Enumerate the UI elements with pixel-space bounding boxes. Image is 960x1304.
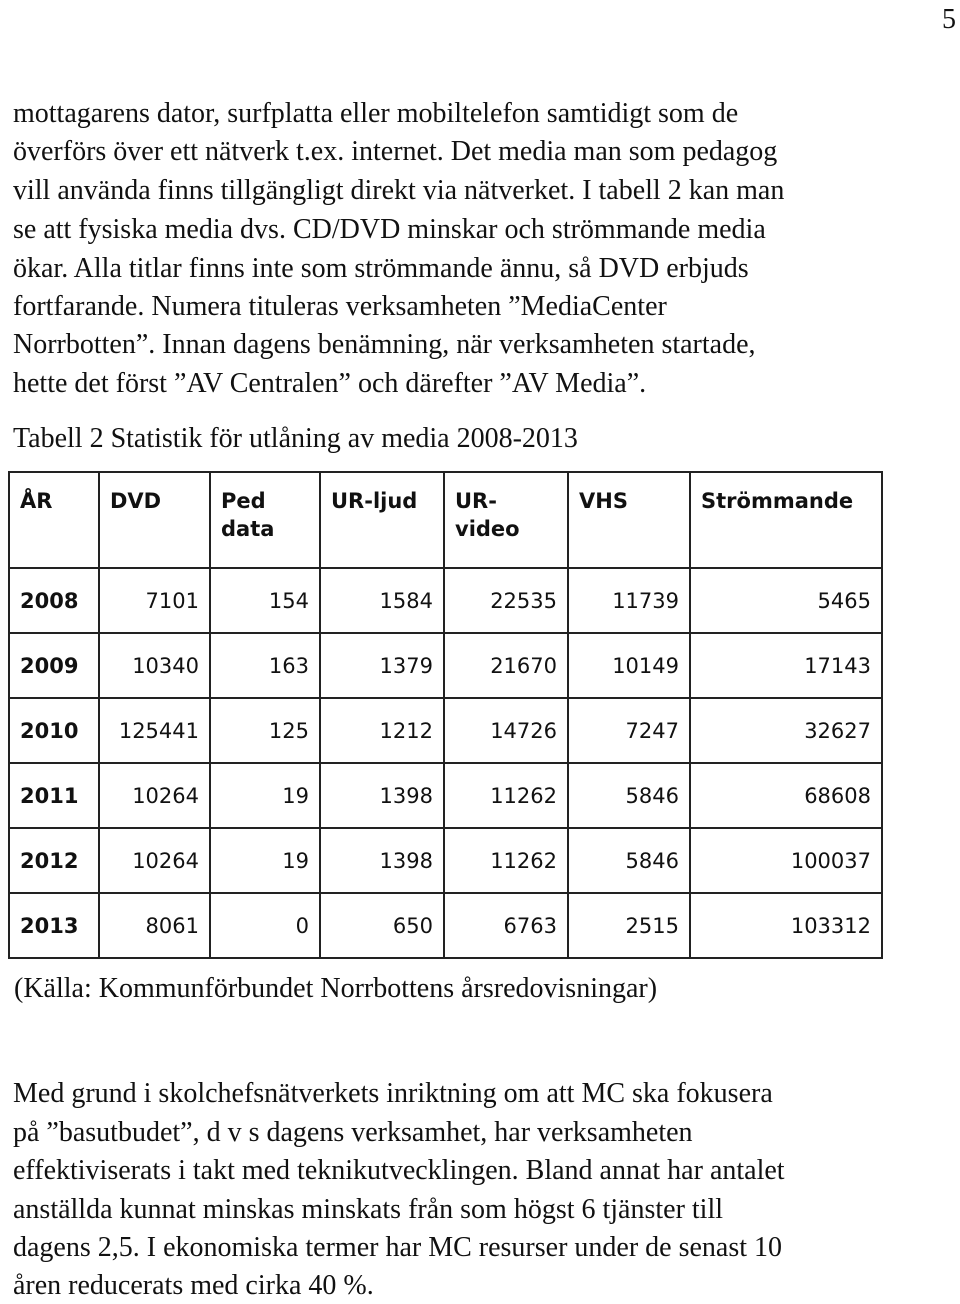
- table-cell: 10264: [99, 763, 210, 828]
- table-cell: 10264: [99, 828, 210, 893]
- text-line: mottagarens dator, surfplatta eller mobiltelefon samtidigt som de: [13, 98, 739, 129]
- table-cell: 68608: [690, 763, 882, 828]
- table-cell-year: 2008: [9, 568, 99, 633]
- text-line: effektiviserats i takt med teknikutvecklingen. Bland annat har antalet: [13, 1155, 785, 1186]
- table-row: [9, 633, 882, 698]
- table-cell: 7247: [568, 698, 690, 763]
- table-cell: 5846: [568, 828, 690, 893]
- header-year: ÅR: [9, 472, 99, 568]
- header-strommande: Strömmande: [690, 472, 882, 568]
- header-ur-video: UR- video: [444, 472, 568, 568]
- text-line: ökar. Alla titlar finns inte som strömmande ännu, så DVD erbjuds: [13, 253, 749, 284]
- text-line: överförs över ett nätverk t.ex. internet. Det media man som pedagog: [13, 136, 778, 167]
- page-number: 5: [942, 4, 956, 35]
- table-cell: 19: [210, 828, 320, 893]
- text-line: Norrbotten”. Innan dagens benämning, när verksamheten startade,: [13, 329, 756, 360]
- text-line: vill använda finns tillgängligt direkt via nätverket. I tabell 2 kan man: [13, 175, 785, 206]
- table-cell: 10340: [99, 633, 210, 698]
- table-cell: 21670: [444, 633, 568, 698]
- table-cell-year: 2012: [9, 828, 99, 893]
- header-ped-data: Ped data: [210, 472, 320, 568]
- table-cell-year: 2009: [9, 633, 99, 698]
- table-row: [9, 893, 882, 958]
- table-cell: 8061: [99, 893, 210, 958]
- table-cell: 11739: [568, 568, 690, 633]
- table-cell: 11262: [444, 763, 568, 828]
- table-cell: 1398: [320, 763, 444, 828]
- header-dvd: DVD: [99, 472, 210, 568]
- table-cell: 6763: [444, 893, 568, 958]
- text-line: åren reducerats med cirka 40 %.: [13, 1270, 374, 1301]
- source-note: (Källa: Kommunförbundet Norrbottens årsredovisningar): [14, 973, 658, 1004]
- table-cell: 1379: [320, 633, 444, 698]
- table-cell: 100037: [690, 828, 882, 893]
- table-row: [9, 828, 882, 893]
- table-row: [9, 698, 882, 763]
- table-cell: 32627: [690, 698, 882, 763]
- table-cell: 1212: [320, 698, 444, 763]
- table-cell: 11262: [444, 828, 568, 893]
- table-cell: 650: [320, 893, 444, 958]
- loan-statistics-table: [8, 471, 883, 959]
- header-vhs: VHS: [568, 472, 690, 568]
- table-cell: 154: [210, 568, 320, 633]
- table-header-row: [9, 472, 882, 568]
- table-cell: 14726: [444, 698, 568, 763]
- table-cell: 17143: [690, 633, 882, 698]
- text-line: dagens 2,5. I ekonomiska termer har MC resurser under de senast 10: [13, 1232, 783, 1263]
- table-cell: 1584: [320, 568, 444, 633]
- table-cell: 125: [210, 698, 320, 763]
- table-cell: 19: [210, 763, 320, 828]
- table-cell: 2515: [568, 893, 690, 958]
- table-cell: 7101: [99, 568, 210, 633]
- text-line: se att fysiska media dvs. CD/DVD minskar och strömmande media: [13, 214, 766, 245]
- text-line: fortfarande. Numera tituleras verksamheten ”MediaCenter: [13, 291, 667, 322]
- table-cell-year: 2011: [9, 763, 99, 828]
- table-cell: 103312: [690, 893, 882, 958]
- text-line: hette det först ”AV Centralen” och därefter ”AV Media”.: [13, 368, 647, 399]
- table-cell: 1398: [320, 828, 444, 893]
- table-cell: 5846: [568, 763, 690, 828]
- table-cell-year: 2013: [9, 893, 99, 958]
- table-cell: 125441: [99, 698, 210, 763]
- table-cell: 0: [210, 893, 320, 958]
- table-cell-year: 2010: [9, 698, 99, 763]
- table-cell: 5465: [690, 568, 882, 633]
- table-caption: Tabell 2 Statistik för utlåning av media 2008-2013: [13, 423, 578, 454]
- table-cell: 10149: [568, 633, 690, 698]
- text-line: på ”basutbudet”, d v s dagens verksamhet, har verksamheten: [13, 1117, 693, 1148]
- table-row: [9, 568, 882, 633]
- table-row: [9, 763, 882, 828]
- table-cell: 163: [210, 633, 320, 698]
- text-line: anställda kunnat minskas minskats från som högst 6 tjänster till: [13, 1194, 724, 1225]
- table-cell: 22535: [444, 568, 568, 633]
- header-ur-ljud: UR-ljud: [320, 472, 444, 568]
- text-line: Med grund i skolchefsnätverkets inriktning om att MC ska fokusera: [13, 1078, 773, 1109]
